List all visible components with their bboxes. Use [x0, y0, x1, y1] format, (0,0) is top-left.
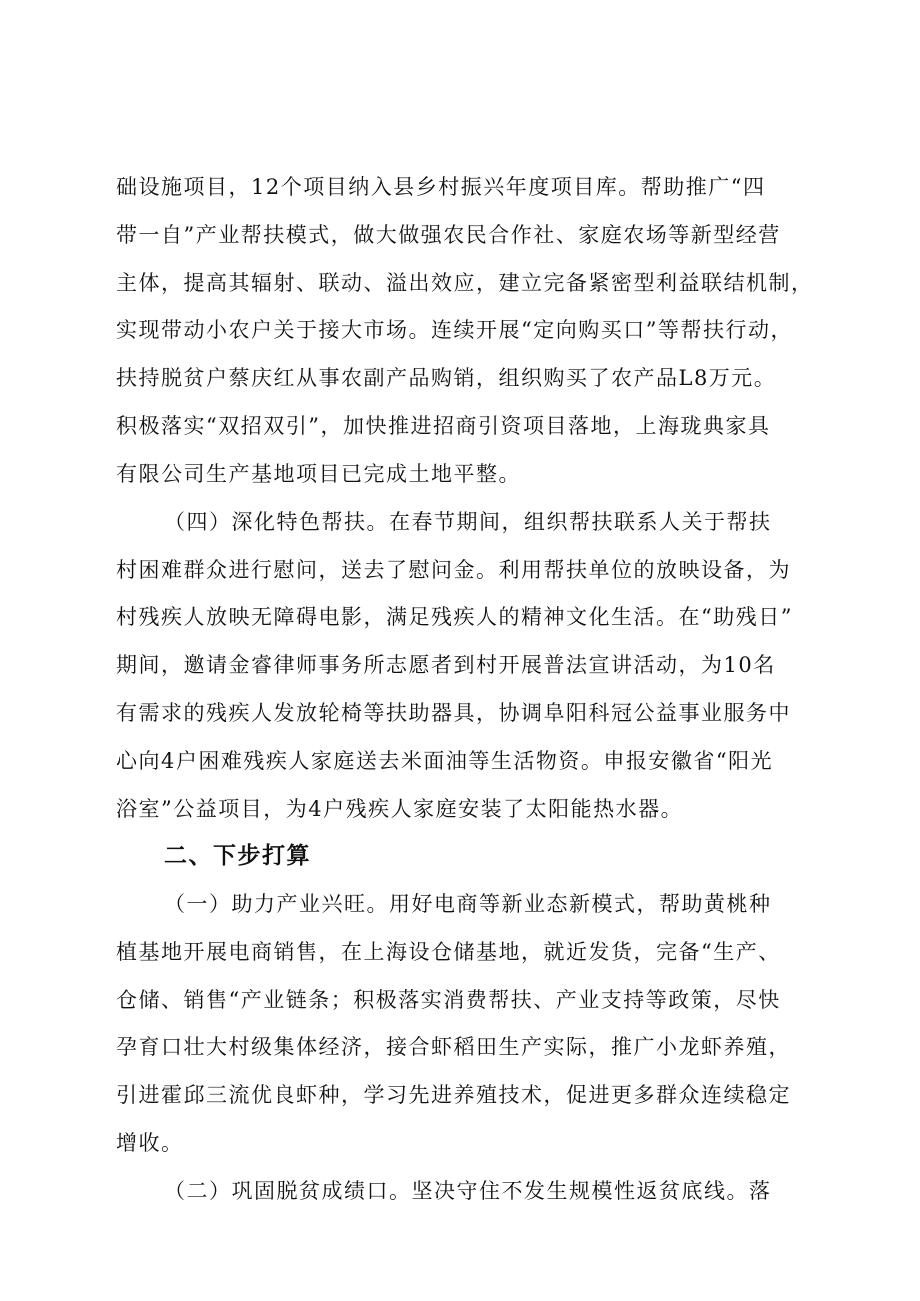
section-heading: 二、下步打算: [164, 843, 311, 869]
text-line: 主体，提高其辐射、联动、溢出效应，建立完备紧密型利益联结机制，: [116, 271, 814, 295]
text-line: 村困难群众进行慰问，送去了慰问金。利用帮扶单位的放映设备，为: [116, 558, 791, 582]
text-line: 村残疾人放映无障碍电影，满足残疾人的精神文化生活。在“助残日”: [116, 605, 793, 629]
text-line: 扶持脱贫户蔡庆红从事农副产品购销，组织购买了农产品L8万元。: [116, 366, 777, 390]
text-line: 实现带动小农户关于接大市场。连续开展“定向购买口”等帮扶行动，: [116, 318, 793, 342]
text-line: 期间，邀请金睿律师事务所志愿者到村开展普法宣讲活动，为10名: [116, 653, 776, 677]
text-line: （一）助力产业兴旺。用好电商等新业态新模式，帮助黄桃种: [164, 892, 772, 916]
text-line: 引进霍邱三流优良虾种，学习先进养殖技术，促进更多群众连续稳定: [116, 1083, 791, 1107]
text-line: （二）巩固脱贫成绩口。坚决守住不发生规模性返贫底线。落: [164, 1179, 772, 1203]
text-line: 有需求的残疾人发放轮椅等扶助器具，协调阜阳科冠公益事业服务中: [116, 701, 791, 725]
text-line: 有限公司生产基地项目已完成土地平整。: [116, 462, 521, 486]
text-line: 心向4户困难残疾人家庭送去米面油等生活物资。申报安徽省“阳光: [116, 749, 774, 773]
text-line: 积极落实“双招双引”，加快推进招商引资项目落地，上海珑典家具: [116, 414, 771, 438]
text-line: （四）深化特色帮扶。在春节期间，组织帮扶联系人关于帮扶: [164, 510, 772, 534]
text-line: 孕育口壮大村级集体经济，接合虾稻田生产实际，推广小龙虾养殖，: [116, 1035, 791, 1059]
text-line: 础设施项目，12个项目纳入县乡村振兴年度项目库。帮助推广“四: [116, 175, 766, 199]
text-line: 浴室”公益项目，为4户残疾人家庭安装了太阳能热水器。: [116, 797, 684, 821]
text-line: 增收。: [116, 1131, 184, 1155]
text-line: 植基地开展电商销售，在上海设仓储基地，就近发货，完备“生产、: [116, 940, 781, 964]
text-line: 带一自”产业帮扶模式，做大做强农民合作社、家庭农场等新型经营: [116, 223, 781, 247]
text-line: 仓储、销售“产业链条；积极落实消费帮扶、产业支持等政策，尽快: [116, 988, 781, 1012]
